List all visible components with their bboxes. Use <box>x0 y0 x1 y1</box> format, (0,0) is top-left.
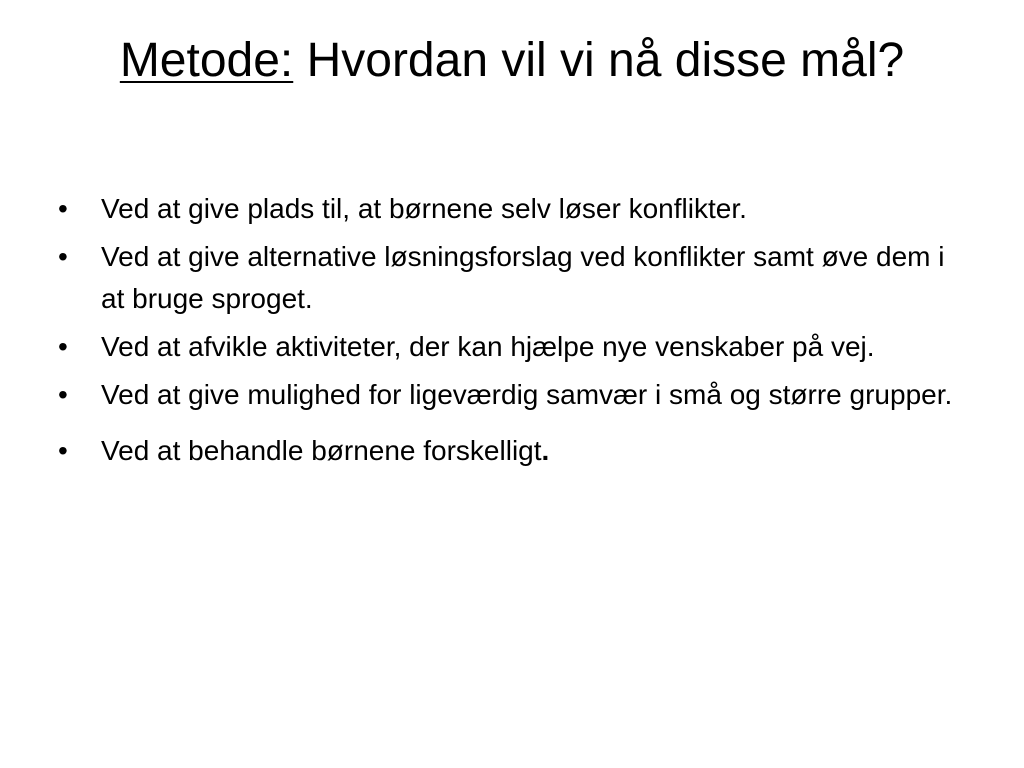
bullet-text: Ved at give alternative løsningsforslag ved konflikter samt øve dem i at bruge sproget. <box>101 241 945 314</box>
bullet-item <box>58 374 958 416</box>
bullet-text: Ved at give plads til, at børnene selv løser konflikter. <box>101 193 747 224</box>
bullet-dot-icon: • <box>58 193 68 224</box>
bullet-bold-period: . <box>541 435 550 466</box>
bullet-text: Ved at afvikle aktiviteter, der kan hjælpe nye venskaber på vej. <box>101 331 875 362</box>
slide-title <box>80 30 944 92</box>
bullet-item <box>58 430 958 472</box>
bullet-dot-icon: • <box>58 379 68 410</box>
bullet-item <box>58 236 958 320</box>
bullet-item <box>58 188 958 230</box>
bullet-dot-icon: • <box>58 435 68 466</box>
bullet-dot-icon: • <box>58 331 68 362</box>
bullet-text: Ved at behandle børnene forskelligt <box>101 435 542 466</box>
bullet-dot-icon: • <box>58 241 68 272</box>
bullet-list <box>58 188 958 478</box>
title-keyword: Metode: <box>119 34 294 87</box>
title-rest: Hvordan vil vi nå disse mål? <box>293 34 905 87</box>
bullet-item <box>58 326 958 368</box>
bullet-text: Ved at give mulighed for ligeværdig samvær i små og større grupper. <box>101 379 953 410</box>
